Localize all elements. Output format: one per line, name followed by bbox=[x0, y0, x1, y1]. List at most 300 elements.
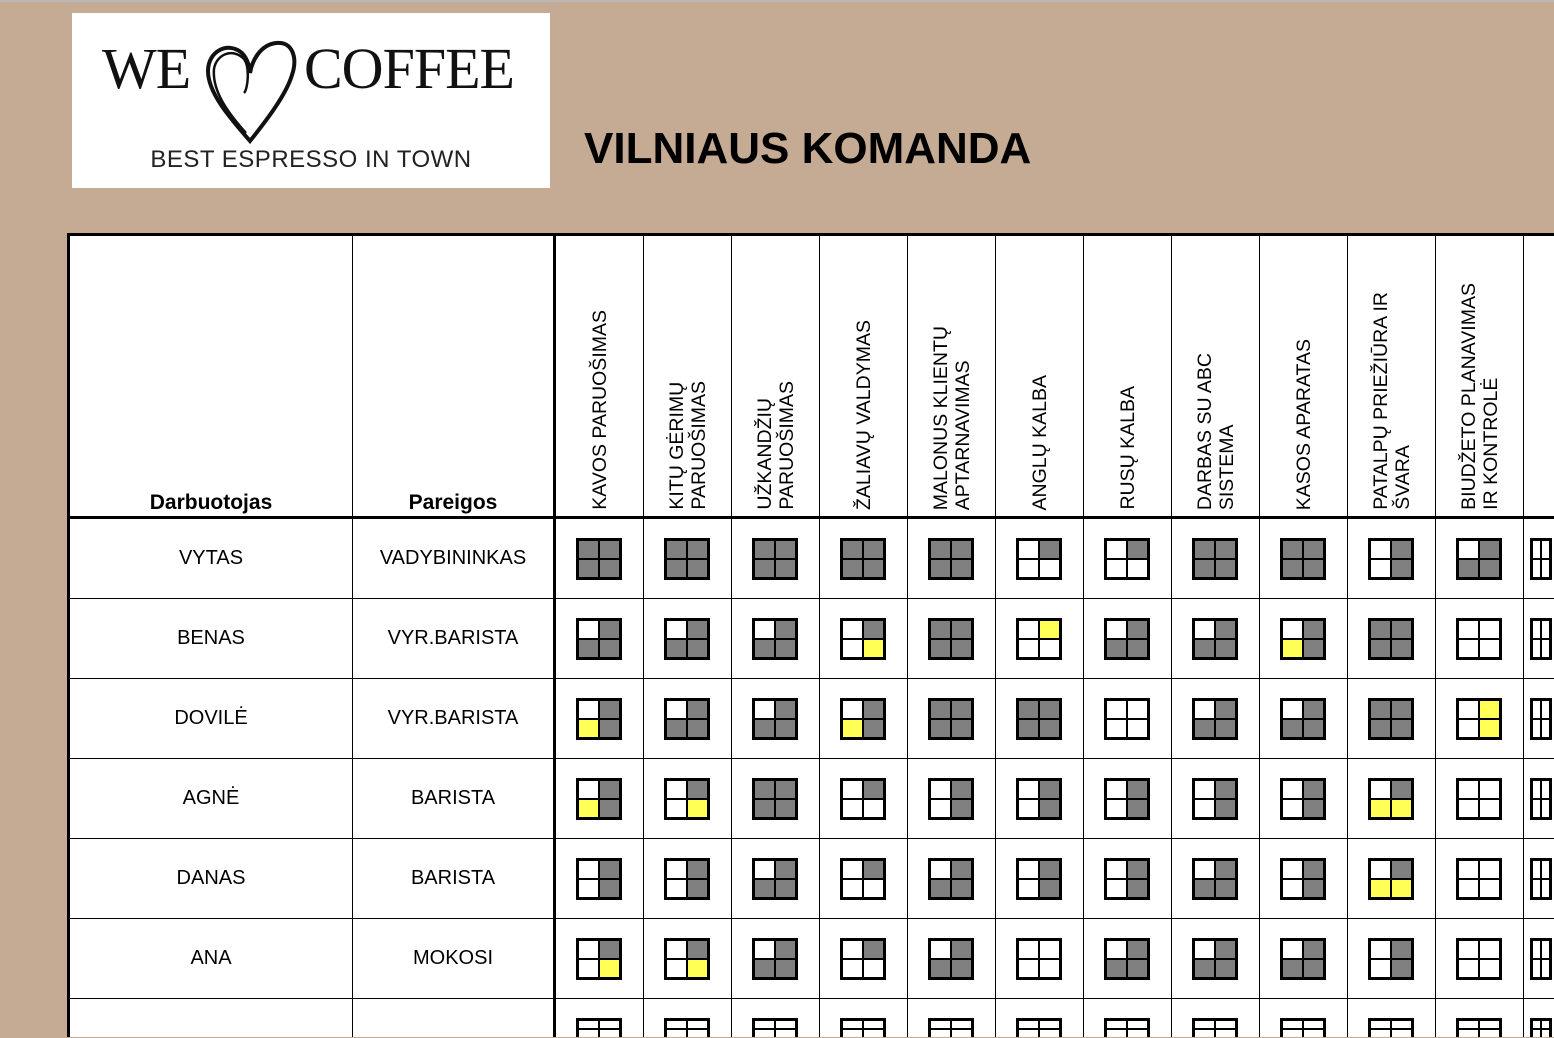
skill-level-quadrant bbox=[1216, 720, 1235, 737]
skill-level-quadrant bbox=[1195, 941, 1214, 958]
skill-level-quadrant bbox=[864, 621, 883, 638]
skill-level-icon bbox=[1280, 698, 1326, 740]
skill-level-quadrant bbox=[667, 621, 686, 638]
skill-level-quadrant bbox=[1533, 781, 1540, 798]
skill-level-quadrant bbox=[579, 720, 598, 737]
skill-level-icon bbox=[1016, 778, 1062, 820]
skill-cell bbox=[1524, 599, 1554, 678]
skill-level-quadrant bbox=[1283, 880, 1302, 897]
skill-level-icon bbox=[1104, 778, 1150, 820]
skill-level-quadrant bbox=[1371, 960, 1390, 977]
skill-level-quadrant bbox=[1371, 701, 1390, 718]
skill-level-quadrant bbox=[1392, 701, 1411, 718]
skill-level-quadrant bbox=[1480, 941, 1499, 958]
skill-level-quadrant bbox=[579, 541, 598, 558]
header-skill bbox=[996, 236, 1084, 516]
skill-label: BIUDŽETO PLANAVIMAS IR KONTROLĖ bbox=[1457, 283, 1502, 510]
skill-level-quadrant bbox=[1304, 621, 1323, 638]
skill-level-quadrant bbox=[1040, 941, 1059, 958]
skill-level-quadrant bbox=[1128, 1021, 1147, 1028]
skill-level-icon bbox=[840, 698, 886, 740]
logo-tagline: BEST ESPRESSO IN TOWN bbox=[150, 146, 472, 173]
skill-level-quadrant bbox=[755, 560, 774, 577]
skill-level-quadrant bbox=[1533, 800, 1540, 817]
skill-level-quadrant bbox=[952, 621, 971, 638]
skill-level-quadrant bbox=[600, 880, 619, 897]
skill-cell bbox=[908, 919, 996, 998]
skill-level-quadrant bbox=[864, 1030, 883, 1037]
skill-cell bbox=[1348, 519, 1436, 598]
skill-level-icon bbox=[1368, 858, 1414, 900]
skill-level-quadrant bbox=[1371, 640, 1390, 657]
skill-level-quadrant bbox=[1459, 720, 1478, 737]
role-name: BARISTA bbox=[410, 867, 496, 889]
skill-level-quadrant bbox=[1459, 941, 1478, 958]
skill-level-quadrant bbox=[1371, 861, 1390, 878]
skill-level-quadrant bbox=[1283, 800, 1302, 817]
skill-level-icon bbox=[752, 938, 798, 980]
skill-level-quadrant bbox=[1542, 720, 1549, 737]
skill-level-quadrant bbox=[1040, 541, 1059, 558]
skill-level-icon bbox=[1530, 698, 1552, 740]
skill-level-quadrant bbox=[1040, 640, 1059, 657]
skill-level-quadrant bbox=[1216, 941, 1235, 958]
skill-level-quadrant bbox=[1195, 1030, 1214, 1037]
skill-cell bbox=[1436, 679, 1524, 758]
skill-level-quadrant bbox=[931, 621, 950, 638]
skill-level-quadrant bbox=[1480, 701, 1499, 718]
skill-level-quadrant bbox=[1459, 960, 1478, 977]
header-skill bbox=[1524, 236, 1554, 516]
skill-level-icon bbox=[840, 778, 886, 820]
skill-level-quadrant bbox=[1533, 880, 1540, 897]
skill-cell bbox=[1436, 999, 1524, 1037]
skill-level-quadrant bbox=[1542, 640, 1549, 657]
skill-level-icon bbox=[664, 618, 710, 660]
skill-level-quadrant bbox=[1128, 621, 1147, 638]
skill-level-quadrant bbox=[1107, 701, 1126, 718]
skill-level-quadrant bbox=[600, 781, 619, 798]
skill-level-quadrant bbox=[1533, 960, 1540, 977]
header-employee bbox=[70, 236, 353, 516]
skill-level-icon bbox=[752, 778, 798, 820]
skill-cell bbox=[732, 519, 820, 598]
skill-level-quadrant bbox=[1304, 800, 1323, 817]
skill-cell bbox=[1172, 839, 1260, 918]
skill-level-quadrant bbox=[843, 861, 862, 878]
skill-level-quadrant bbox=[931, 640, 950, 657]
skill-level-quadrant bbox=[1542, 880, 1549, 897]
skills-matrix-table bbox=[67, 233, 1554, 1037]
skill-level-quadrant bbox=[1216, 861, 1235, 878]
skill-level-icon bbox=[576, 698, 622, 740]
skill-level-icon bbox=[752, 1018, 798, 1037]
skill-level-icon bbox=[1456, 778, 1502, 820]
skill-level-quadrant bbox=[843, 640, 862, 657]
page-title: VILNIAUS KOMANDA bbox=[584, 124, 1032, 173]
skill-level-icon bbox=[928, 778, 974, 820]
skill-level-icon bbox=[1368, 698, 1414, 740]
skill-level-quadrant bbox=[1533, 861, 1540, 878]
skill-level-quadrant bbox=[864, 720, 883, 737]
skill-level-quadrant bbox=[755, 880, 774, 897]
skill-level-quadrant bbox=[1040, 1030, 1059, 1037]
skill-level-quadrant bbox=[1371, 800, 1390, 817]
skill-level-icon bbox=[664, 538, 710, 580]
skill-level-quadrant bbox=[1480, 560, 1499, 577]
skill-cell bbox=[1172, 999, 1260, 1037]
skill-level-quadrant bbox=[1392, 800, 1411, 817]
skill-level-quadrant bbox=[1216, 800, 1235, 817]
skill-cell bbox=[1436, 519, 1524, 598]
skill-level-quadrant bbox=[1542, 701, 1549, 718]
skill-level-icon bbox=[1456, 698, 1502, 740]
skill-level-quadrant bbox=[1283, 640, 1302, 657]
skill-level-quadrant bbox=[1480, 960, 1499, 977]
skill-cell bbox=[556, 599, 644, 678]
skill-cell bbox=[1436, 759, 1524, 838]
skill-level-quadrant bbox=[1195, 640, 1214, 657]
skill-level-quadrant bbox=[1195, 800, 1214, 817]
skill-cell bbox=[820, 759, 908, 838]
skill-level-icon bbox=[576, 618, 622, 660]
skill-cell bbox=[644, 519, 732, 598]
skill-level-quadrant bbox=[1107, 621, 1126, 638]
skill-level-quadrant bbox=[1019, 1021, 1038, 1028]
skill-level-quadrant bbox=[1195, 861, 1214, 878]
skill-level-quadrant bbox=[579, 1030, 598, 1037]
skill-level-icon bbox=[1530, 778, 1552, 820]
skill-level-quadrant bbox=[1392, 720, 1411, 737]
header-employee-label: Darbuotojas bbox=[149, 491, 273, 514]
header-role-label: Pareigos bbox=[408, 491, 498, 514]
role-name: BARISTA bbox=[410, 787, 496, 809]
skill-level-quadrant bbox=[776, 1021, 795, 1028]
skill-level-quadrant bbox=[600, 1030, 619, 1037]
header-skill bbox=[1172, 236, 1260, 516]
skill-level-quadrant bbox=[952, 640, 971, 657]
skill-level-quadrant bbox=[1392, 861, 1411, 878]
skill-cell bbox=[1260, 679, 1348, 758]
skill-level-quadrant bbox=[1128, 781, 1147, 798]
skill-level-icon bbox=[840, 1018, 886, 1037]
skill-level-icon bbox=[1280, 538, 1326, 580]
employee-name bbox=[70, 999, 352, 1037]
skill-level-icon bbox=[928, 938, 974, 980]
skill-level-quadrant bbox=[776, 640, 795, 657]
skill-label: ANGLŲ KALBA bbox=[1028, 374, 1051, 510]
skill-cell bbox=[1084, 999, 1172, 1037]
skill-level-icon bbox=[1104, 1018, 1150, 1037]
employee-cell bbox=[70, 519, 353, 598]
skill-level-quadrant bbox=[864, 960, 883, 977]
skill-level-quadrant bbox=[843, 781, 862, 798]
skill-level-icon bbox=[1456, 938, 1502, 980]
skill-level-quadrant bbox=[864, 640, 883, 657]
skill-cell bbox=[644, 759, 732, 838]
skill-level-quadrant bbox=[864, 941, 883, 958]
skill-level-quadrant bbox=[688, 640, 707, 657]
skill-cell bbox=[996, 999, 1084, 1037]
skill-level-quadrant bbox=[1283, 720, 1302, 737]
skill-cell bbox=[1260, 839, 1348, 918]
table-row bbox=[70, 999, 1554, 1037]
skill-level-quadrant bbox=[600, 621, 619, 638]
employee-name: ANA bbox=[190, 947, 232, 969]
skill-level-quadrant bbox=[1304, 880, 1323, 897]
logo-text-we: WE bbox=[102, 36, 191, 101]
skill-level-icon bbox=[1016, 858, 1062, 900]
skill-cell bbox=[1084, 919, 1172, 998]
skill-level-quadrant bbox=[688, 621, 707, 638]
skill-level-quadrant bbox=[1283, 1030, 1302, 1037]
skill-level-quadrant bbox=[1392, 880, 1411, 897]
skill-level-quadrant bbox=[1216, 701, 1235, 718]
skill-level-icon bbox=[1016, 618, 1062, 660]
skill-level-quadrant bbox=[667, 1030, 686, 1037]
skill-level-quadrant bbox=[1480, 640, 1499, 657]
skill-level-quadrant bbox=[1195, 1021, 1214, 1028]
skill-level-icon bbox=[576, 1018, 622, 1037]
skill-level-quadrant bbox=[864, 861, 883, 878]
skill-level-icon bbox=[1280, 618, 1326, 660]
skill-level-quadrant bbox=[843, 880, 862, 897]
skill-level-quadrant bbox=[1128, 1030, 1147, 1037]
skill-level-icon bbox=[928, 858, 974, 900]
table-row bbox=[70, 679, 1554, 759]
skill-level-quadrant bbox=[755, 800, 774, 817]
skill-level-quadrant bbox=[688, 701, 707, 718]
skill-level-quadrant bbox=[1040, 781, 1059, 798]
skill-level-quadrant bbox=[931, 960, 950, 977]
skill-level-quadrant bbox=[688, 1030, 707, 1037]
skill-level-quadrant bbox=[1459, 541, 1478, 558]
skill-level-quadrant bbox=[1371, 1021, 1390, 1028]
skill-cell bbox=[1260, 919, 1348, 998]
skill-level-icon bbox=[1192, 858, 1238, 900]
skill-cell bbox=[1260, 999, 1348, 1037]
skill-level-quadrant bbox=[1019, 941, 1038, 958]
skill-level-quadrant bbox=[600, 1021, 619, 1028]
skill-level-quadrant bbox=[1304, 640, 1323, 657]
employee-name: BENAS bbox=[177, 627, 245, 649]
skill-level-icon bbox=[1016, 538, 1062, 580]
skill-level-quadrant bbox=[1542, 541, 1549, 558]
skill-level-icon bbox=[1192, 538, 1238, 580]
skill-cell bbox=[556, 679, 644, 758]
skill-level-quadrant bbox=[1128, 861, 1147, 878]
skill-level-quadrant bbox=[1019, 640, 1038, 657]
skill-level-quadrant bbox=[667, 800, 686, 817]
skill-cell bbox=[732, 759, 820, 838]
skill-level-quadrant bbox=[931, 560, 950, 577]
skill-cell bbox=[908, 679, 996, 758]
skill-level-quadrant bbox=[931, 701, 950, 718]
role-name: VYR.BARISTA bbox=[387, 627, 519, 649]
skill-level-quadrant bbox=[952, 781, 971, 798]
skill-level-quadrant bbox=[579, 1021, 598, 1028]
skill-level-quadrant bbox=[1128, 560, 1147, 577]
skill-level-quadrant bbox=[755, 781, 774, 798]
skill-level-icon bbox=[576, 538, 622, 580]
skill-level-icon bbox=[1280, 1018, 1326, 1037]
skill-level-quadrant bbox=[1371, 560, 1390, 577]
employee-name: DANAS bbox=[176, 867, 246, 889]
skill-level-quadrant bbox=[1195, 720, 1214, 737]
skill-level-quadrant bbox=[1392, 1021, 1411, 1028]
logo bbox=[72, 13, 550, 188]
skill-level-icon bbox=[1016, 938, 1062, 980]
skill-level-quadrant bbox=[1283, 781, 1302, 798]
skill-level-icon bbox=[1192, 1018, 1238, 1037]
skill-level-icon bbox=[928, 618, 974, 660]
header-skill bbox=[1084, 236, 1172, 516]
skill-level-quadrant bbox=[1040, 800, 1059, 817]
skill-level-icon bbox=[840, 858, 886, 900]
skill-level-quadrant bbox=[1216, 960, 1235, 977]
role-name: VYR.BARISTA bbox=[387, 707, 519, 729]
skill-cell bbox=[1172, 519, 1260, 598]
skill-level-icon bbox=[664, 938, 710, 980]
skill-cell bbox=[820, 519, 908, 598]
skill-level-quadrant bbox=[776, 541, 795, 558]
skill-cell bbox=[1436, 599, 1524, 678]
skill-level-quadrant bbox=[755, 1021, 774, 1028]
skill-cell bbox=[1084, 839, 1172, 918]
skill-cell bbox=[644, 839, 732, 918]
employee-cell bbox=[70, 759, 353, 838]
skill-cell bbox=[1260, 519, 1348, 598]
skill-cell bbox=[1524, 679, 1554, 758]
skill-level-icon bbox=[576, 858, 622, 900]
skill-level-quadrant bbox=[1128, 640, 1147, 657]
skill-cell bbox=[1348, 759, 1436, 838]
skill-level-quadrant bbox=[1392, 541, 1411, 558]
skill-cell bbox=[820, 839, 908, 918]
skill-level-quadrant bbox=[776, 1030, 795, 1037]
skill-level-quadrant bbox=[952, 941, 971, 958]
skill-level-quadrant bbox=[1533, 560, 1540, 577]
skill-level-quadrant bbox=[1128, 541, 1147, 558]
skill-level-quadrant bbox=[1371, 720, 1390, 737]
skill-cell bbox=[996, 759, 1084, 838]
skill-level-quadrant bbox=[952, 1030, 971, 1037]
header-skill bbox=[556, 236, 644, 516]
skill-cell bbox=[1260, 599, 1348, 678]
skill-level-quadrant bbox=[579, 941, 598, 958]
skill-level-quadrant bbox=[688, 560, 707, 577]
skill-cell bbox=[732, 839, 820, 918]
header-skill bbox=[1348, 236, 1436, 516]
skill-level-icon bbox=[1368, 538, 1414, 580]
skill-level-icon bbox=[752, 858, 798, 900]
skill-level-icon bbox=[664, 1018, 710, 1037]
skill-level-quadrant bbox=[1459, 1030, 1478, 1037]
skill-level-icon bbox=[1192, 938, 1238, 980]
heart-icon bbox=[200, 33, 300, 149]
skill-level-quadrant bbox=[1392, 1030, 1411, 1037]
skill-level-quadrant bbox=[776, 861, 795, 878]
skill-cell bbox=[1348, 679, 1436, 758]
skill-level-quadrant bbox=[1019, 960, 1038, 977]
skill-cell bbox=[732, 599, 820, 678]
skill-cell bbox=[996, 599, 1084, 678]
skill-level-quadrant bbox=[667, 941, 686, 958]
skill-level-quadrant bbox=[579, 880, 598, 897]
skill-level-quadrant bbox=[1533, 1030, 1540, 1037]
skill-level-quadrant bbox=[688, 720, 707, 737]
skill-level-icon bbox=[840, 938, 886, 980]
skill-cell bbox=[1084, 759, 1172, 838]
skill-level-quadrant bbox=[1195, 880, 1214, 897]
skill-label: KASOS APARATAS bbox=[1292, 338, 1315, 510]
skill-cell bbox=[1524, 999, 1554, 1037]
skill-cell bbox=[820, 599, 908, 678]
skill-cell bbox=[1260, 759, 1348, 838]
skill-level-quadrant bbox=[1128, 800, 1147, 817]
skill-level-quadrant bbox=[1542, 941, 1549, 958]
skill-level-icon bbox=[1280, 938, 1326, 980]
skill-level-quadrant bbox=[1040, 560, 1059, 577]
skill-level-quadrant bbox=[1019, 701, 1038, 718]
skill-level-quadrant bbox=[1107, 1030, 1126, 1037]
skill-level-quadrant bbox=[667, 701, 686, 718]
skill-level-quadrant bbox=[1304, 960, 1323, 977]
skill-level-quadrant bbox=[843, 701, 862, 718]
skill-cell bbox=[996, 839, 1084, 918]
skill-level-quadrant bbox=[952, 720, 971, 737]
skill-level-quadrant bbox=[1019, 781, 1038, 798]
role-name bbox=[353, 999, 553, 1037]
skill-level-quadrant bbox=[579, 621, 598, 638]
skill-level-quadrant bbox=[776, 880, 795, 897]
skill-level-quadrant bbox=[600, 640, 619, 657]
skill-level-quadrant bbox=[1107, 781, 1126, 798]
skill-level-icon bbox=[928, 538, 974, 580]
skill-level-quadrant bbox=[667, 960, 686, 977]
skill-level-quadrant bbox=[1283, 541, 1302, 558]
skill-level-quadrant bbox=[1128, 960, 1147, 977]
skill-level-quadrant bbox=[688, 941, 707, 958]
skill-level-quadrant bbox=[688, 1021, 707, 1028]
role-cell bbox=[353, 679, 556, 758]
skill-level-icon bbox=[1456, 538, 1502, 580]
skill-level-quadrant bbox=[1107, 880, 1126, 897]
skill-cell bbox=[1084, 599, 1172, 678]
skill-level-quadrant bbox=[688, 960, 707, 977]
employee-name: DOVILĖ bbox=[174, 707, 248, 729]
skill-level-quadrant bbox=[1107, 861, 1126, 878]
role-cell bbox=[353, 999, 556, 1037]
role-name: VADYBININKAS bbox=[379, 547, 527, 569]
skill-level-quadrant bbox=[1107, 560, 1126, 577]
skill-cell bbox=[644, 919, 732, 998]
skill-level-quadrant bbox=[776, 560, 795, 577]
role-cell bbox=[353, 839, 556, 918]
skill-level-quadrant bbox=[600, 541, 619, 558]
skill-level-quadrant bbox=[843, 1030, 862, 1037]
skill-level-quadrant bbox=[1480, 1021, 1499, 1028]
skill-level-icon bbox=[928, 698, 974, 740]
skill-level-quadrant bbox=[667, 861, 686, 878]
skill-level-quadrant bbox=[600, 960, 619, 977]
skill-cell bbox=[1524, 519, 1554, 598]
skill-level-quadrant bbox=[1304, 541, 1323, 558]
skill-level-quadrant bbox=[1392, 621, 1411, 638]
skill-level-icon bbox=[1530, 618, 1552, 660]
skill-level-quadrant bbox=[1480, 861, 1499, 878]
table-row bbox=[70, 919, 1554, 999]
